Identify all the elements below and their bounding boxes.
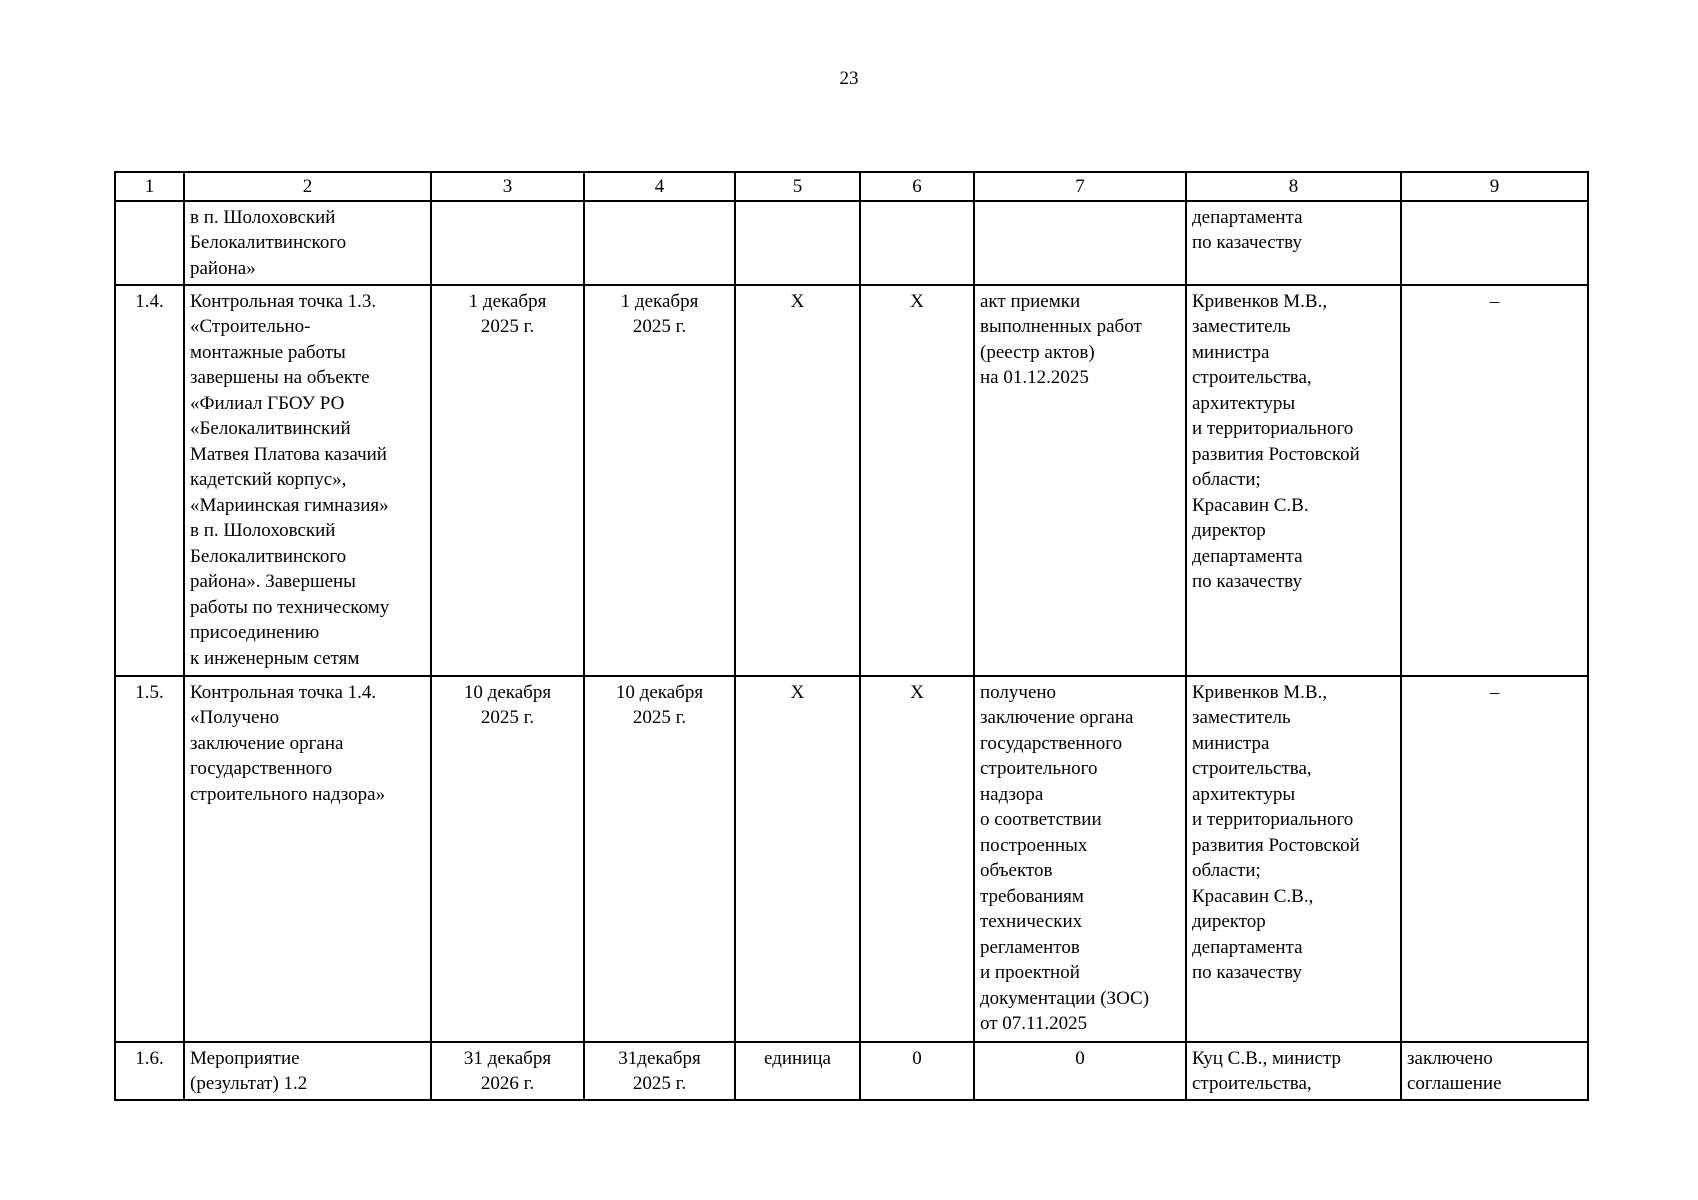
planned-date: 31 декабря 2026 г. (431, 1042, 584, 1100)
column-header: 3 (431, 172, 584, 201)
row-number: 1.4. (115, 285, 184, 676)
value-cell: 0 (860, 1042, 974, 1100)
row-number (115, 201, 184, 285)
column-header: 9 (1401, 172, 1588, 201)
row-name: в п. Шолоховский Белокалитвинского района» (184, 201, 431, 285)
row-name: Мероприятие (результат) 1.2 (184, 1042, 431, 1100)
column-header: 2 (184, 172, 431, 201)
table-header-row (115, 172, 1588, 201)
table-row (115, 1042, 1588, 1100)
column-header: 5 (735, 172, 860, 201)
responsible-cell: Кривенков М.В., заместитель министра строительства, архитектуры и территориального развития Ростовской области; Красавин С.В. директор департамента по казачеству (1186, 285, 1401, 676)
row-number: 1.5. (115, 676, 184, 1042)
responsible-cell: Кривенков М.В., заместитель министра строительства, архитектуры и территориального развития Ростовской области; Красавин С.В., директор департамента по казачеству (1186, 676, 1401, 1042)
document-cell: акт приемки выполненных работ (реестр актов) на 01.12.2025 (974, 285, 1186, 676)
row-number: 1.6. (115, 1042, 184, 1100)
row-name: Контрольная точка 1.3. «Строительно- монтажные работы завершены на объекте «Филиал ГБОУ РО «Белокалитвинский Матвея Платова казачий кадетский корпус», «Мариинская гимназия» в п. Шолоховский Белокалитвинского района». Завершены работы по техническому присоединению к инженерным сетям (184, 285, 431, 676)
row-name: Контрольная точка 1.4. «Получено заключение органа государственного строительного надзора» (184, 676, 431, 1042)
column-header: 4 (584, 172, 735, 201)
table-row (115, 285, 1588, 676)
responsible-cell: департамента по казачеству (1186, 201, 1401, 285)
actual-date: 10 декабря 2025 г. (584, 676, 735, 1042)
unit-cell: Х (735, 285, 860, 676)
document-cell: 0 (974, 1042, 1186, 1100)
column-header: 8 (1186, 172, 1401, 201)
actual-date (584, 201, 735, 285)
planned-date: 1 декабря 2025 г. (431, 285, 584, 676)
responsible-cell: Куц С.В., министр строительства, (1186, 1042, 1401, 1100)
document-cell: получено заключение органа государственного строительного надзора о соответствии построенных объектов требованиям технических регламентов и проектной документации (ЗОС) от 07.11.2025 (974, 676, 1186, 1042)
plan-table (114, 171, 1589, 1101)
actual-date: 1 декабря 2025 г. (584, 285, 735, 676)
planned-date: 10 декабря 2025 г. (431, 676, 584, 1042)
actual-date: 31декабря 2025 г. (584, 1042, 735, 1100)
note-cell: заключено соглашение (1401, 1042, 1588, 1100)
table-row (115, 201, 1588, 285)
page-number: 23 (839, 68, 859, 89)
table-row (115, 676, 1588, 1042)
note-cell: – (1401, 285, 1588, 676)
note-cell: – (1401, 676, 1588, 1042)
value-cell: Х (860, 676, 974, 1042)
unit-cell (735, 201, 860, 285)
unit-cell: Х (735, 676, 860, 1042)
note-cell (1401, 201, 1588, 285)
unit-cell: единица (735, 1042, 860, 1100)
planned-date (431, 201, 584, 285)
document-cell (974, 201, 1186, 285)
value-cell (860, 201, 974, 285)
column-header: 6 (860, 172, 974, 201)
column-header: 1 (115, 172, 184, 201)
value-cell: Х (860, 285, 974, 676)
column-header: 7 (974, 172, 1186, 201)
